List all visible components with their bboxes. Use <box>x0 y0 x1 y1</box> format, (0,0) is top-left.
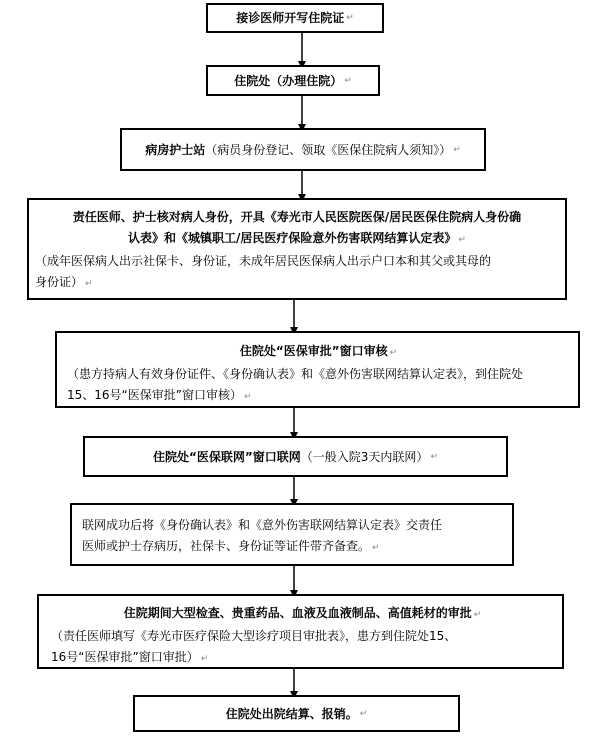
step-4-box <box>27 198 567 300</box>
step-5-note-line2: 15、16号“医保审批”窗口审核） <box>67 388 242 402</box>
step-4-title-line1: 责任医师、护士核对病人身份，开具《寿光市人民医院医保/居民医保住院病人身份确 <box>72 210 522 224</box>
step-3-box <box>120 128 486 171</box>
step-8-note-line2: 16号“医保审批”窗口审批） <box>51 650 199 664</box>
paragraph-mark: ↵ <box>453 144 461 155</box>
step-7-box <box>70 503 514 566</box>
step-2-title: 住院处（办理住院） <box>234 73 343 88</box>
step-1-title: 接诊医师开写住院证 <box>236 11 345 25</box>
paragraph-mark: ↵ <box>473 610 482 620</box>
paragraph-mark: ↵ <box>200 654 209 664</box>
step-4-note-line1: （成年医保病人出示社保卡、身份证，未成年居民医保病人出示户口本和其父或其母的 <box>35 254 492 268</box>
paragraph-mark: ↵ <box>372 543 380 553</box>
step-6-title: 住院处“医保联网”窗口联网 <box>153 449 301 464</box>
paragraph-mark: ↵ <box>85 279 93 289</box>
step-7-line2: 医师或护士存病历，社保卡、身份证等证件带齐备查。 <box>82 539 371 553</box>
step-5-note-line1: （患方持病人有效身份证件、《身份确认表》和《意外伤害联网结算认定表》，到住院处 <box>67 367 524 381</box>
step-8-box <box>37 594 564 669</box>
paragraph-mark: ↵ <box>430 451 438 462</box>
paragraph-mark: ↵ <box>389 348 398 358</box>
paragraph-mark: ↵ <box>344 75 352 86</box>
step-1-box <box>206 3 384 33</box>
step-2-box <box>206 65 380 96</box>
paragraph-mark: ↵ <box>458 235 466 245</box>
step-6-box <box>83 436 508 477</box>
step-3-note: （病员身份登记、领取《医保住院病人须知》） <box>205 142 452 157</box>
step-9-box <box>133 695 460 732</box>
step-6-note: （一般入院3天内联网） <box>300 449 429 464</box>
step-8-note-line1: （责任医师填写《寿光市医疗保险大型诊疗项目审批表》，患方到住院处15、 <box>51 629 457 643</box>
step-5-box <box>55 331 580 408</box>
step-4-title-line2: 认表》和《城镇职工/居民医疗保险意外伤害联网结算认定表》 <box>128 231 457 245</box>
paragraph-mark: ↵ <box>243 392 252 402</box>
step-3-title: 病房护士站 <box>145 142 206 157</box>
step-7-line1: 联网成功后将《身份确认表》和《意外伤害联网结算认定表》交责任 <box>82 518 443 532</box>
paragraph-mark: ↵ <box>346 13 354 23</box>
step-9-title: 住院处出院结算、报销。 <box>225 706 358 721</box>
step-4-note-line2: 身份证） <box>35 275 84 289</box>
paragraph-mark: ↵ <box>359 708 368 719</box>
step-8-title: 住院期间大型检查、贵重药品、血液及血液制品、高值耗材的审批 <box>123 606 472 620</box>
step-5-title: 住院处“医保审批”窗口审核 <box>239 344 388 358</box>
